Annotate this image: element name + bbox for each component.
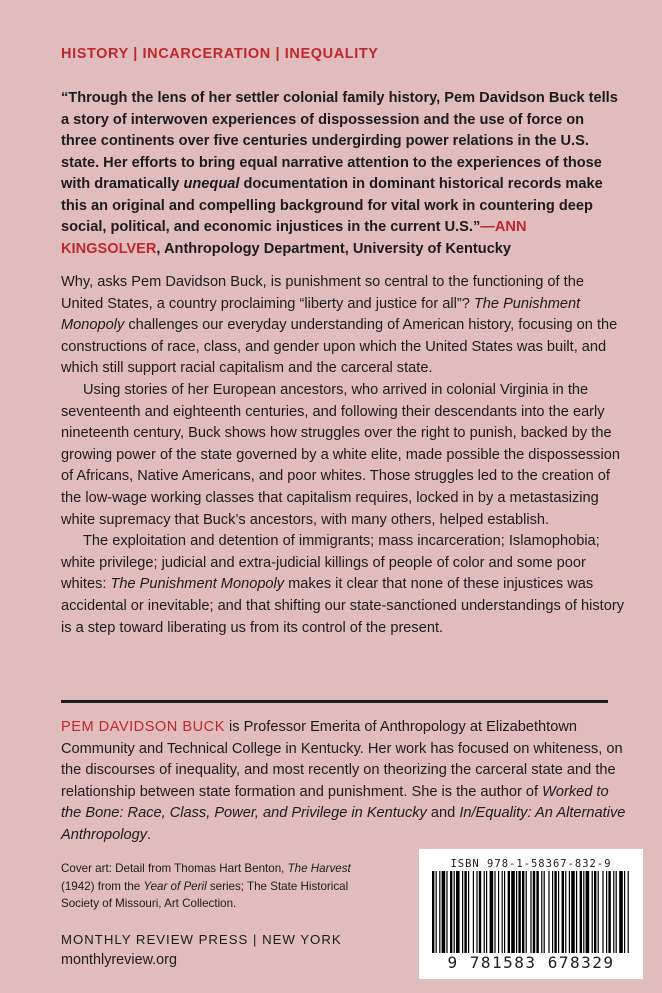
description-text: challenges our everyday understanding of American history, focusing on the constructions of race, class, and gender upon which the United States was built, and which still support racial capitalism and the carceral state. xyxy=(61,317,618,377)
quote-text-end: documentation in dominant historical records make this an original and compelling background for vital work in countering deep social, political, and economic injustices in the current U.S.” xyxy=(61,176,603,235)
bio-text: and xyxy=(426,805,460,822)
divider-rule xyxy=(61,700,608,703)
endorsement-quote xyxy=(61,88,621,260)
isbn-label: ISBN 978-1-58367-832-9 xyxy=(450,858,612,870)
description-paragraph-3 xyxy=(61,531,625,639)
quote-emphasis: unequal xyxy=(183,176,240,192)
description-text: The exploitation and detention of immigrants; mass incarceration; Islamophobia; white privilege; judicial and extra-judicial killings of people of color and some poor whites: xyxy=(61,533,600,593)
quote-attribution-name: —ANN KINGSOLVER xyxy=(61,219,527,257)
author-bio xyxy=(61,717,631,847)
isbn-digits: 9 781583 678329 xyxy=(447,953,615,972)
credit-text: series; The State Historical Society of Missouri, Art Collection. xyxy=(61,879,349,910)
description-text: Why, asks Pem Davidson Buck, is punishment so central to the functioning of the United States, a country proclaiming “liberty and justice for all”? xyxy=(61,274,584,312)
book-title-italic: In/Equality: An Alternative Anthropology xyxy=(61,805,626,843)
book-title-italic: The Punishment Monopoly xyxy=(61,295,581,334)
bio-text: is Professor Emerita of Anthropology at Elizabethtown Community and Technical College in Kentucky. Her work has focused on whiteness, on the discourses of inequality, and most recently on theorizing the carceral state and the relationship between state formation and punishment. She is the author of xyxy=(61,719,623,800)
series-title: Year of Peril xyxy=(143,879,207,893)
book-title-italic: The Punishment Monopoly xyxy=(110,576,285,593)
barcode-icon xyxy=(432,871,630,953)
publisher-imprint: MONTHLY REVIEW PRESS | NEW YORK xyxy=(61,932,342,947)
quote-text: “Through the lens of her settler colonial family history, Pem Davidson Buck tells a story of interwoven experiences of dispossession and the use of force on three continents over five centuries undergirding power relations in the U.S. state. Her efforts to bring equal narrative attention to the experiences of those with dramatically xyxy=(61,90,618,192)
artwork-title: The Harvest xyxy=(287,862,351,875)
credit-text: Cover art: Detail from Thomas Hart Benton, xyxy=(61,862,288,875)
author-name: PEM DAVIDSON BUCK xyxy=(61,719,225,735)
cover-art-credit xyxy=(61,860,381,913)
description-text: makes it clear that none of these injustices was accidental or inevitable; and that shifting our state-sanctioned understandings of history is a step toward liberating us from its control of the present. xyxy=(61,576,625,636)
quote-attribution-affiliation: , Anthropology Department, University of Kentucky xyxy=(156,240,512,257)
book-title-italic: Worked to the Bone: Race, Class, Power, and Privilege in Kentucky xyxy=(61,783,609,822)
isbn-barcode-box xyxy=(419,849,643,979)
book-description xyxy=(61,272,625,639)
credit-text: (1942) from the xyxy=(61,879,144,893)
bio-text: . xyxy=(147,826,152,843)
publisher-website: monthlyreview.org xyxy=(61,952,177,968)
subject-categories: HISTORY | INCARCERATION | INEQUALITY xyxy=(61,46,379,62)
description-paragraph-2: Using stories of her European ancestors, who arrived in colonial Virginia in the seventeenth and eighteenth centuries, and following their descendants into the early nineteenth century, Buck shows how struggles over the right to punish, backed by the growing power of the state governed by a white elite, made possible the dispossession of Africans, Native Americans, and poor whites. Those struggles led to the creation of the low-wage working classes that capitalism requires, locked in by a metastasizing white supremacy that Buck’s ancestors, with many others, helped establish. xyxy=(61,381,620,528)
description-paragraph-1 xyxy=(61,272,625,380)
